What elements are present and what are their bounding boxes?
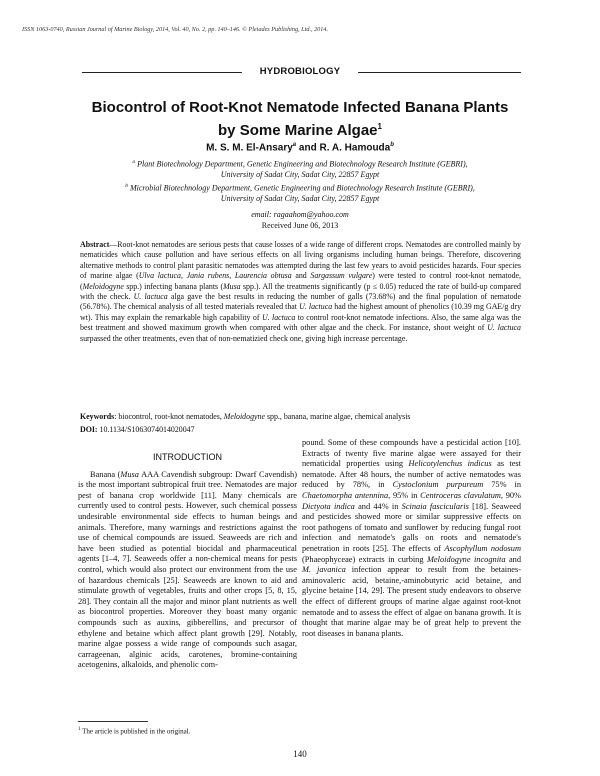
- body-column-right: [302, 438, 521, 639]
- title-line-1: Biocontrol of Root-Knot Nematode Infected Banana Plants: [91, 99, 509, 116]
- species-name: Ascophyllum nodosum: [444, 543, 521, 553]
- abstract-text: ) were tested to control root-knot nematode, (: [80, 271, 521, 291]
- species-name: Sargassum vulgare: [310, 271, 373, 281]
- author-1: M. S. M. El-Ansary: [206, 142, 293, 154]
- abstract-text: to control root-knot nematode infections. Also, the same alga was the best treatment and showed maximum growth when compared with other algae and the check. For instance, shoot weight of: [80, 312, 522, 333]
- affiliation-a-line-2: University of Sadat City, Sadat City, 22857 Egypt: [220, 170, 380, 180]
- affiliation-b-line-1: Microbial Biotechnology Department, Genetic Engineering and Biotechnology Research Institute (GEBRI),: [129, 183, 475, 193]
- species-name: U. lactuca: [299, 302, 333, 312]
- paragraph: [78, 470, 297, 671]
- author-2-affil-mark: b: [390, 142, 394, 148]
- body-text: pound. Some of these compounds have a pesticidal action [10]. Extracts of twenty five marine algae were assayed for their nematicidal properties using: [302, 438, 521, 469]
- body-text: 75% in: [483, 480, 521, 490]
- body-text: and: [505, 554, 522, 564]
- abstract-text: ,: [229, 271, 235, 281]
- species-name: Musa: [223, 281, 241, 291]
- affiliation-a-line-1: Plant Biotechnology Department, Genetic Engineering and Biotechnology Research Institute (GEBRI),: [137, 159, 468, 169]
- doi-label: DOI:: [80, 425, 98, 434]
- section-name: HYDROBIOLOGY: [259, 66, 341, 77]
- body-text: , 90%: [500, 490, 521, 500]
- species-name: Musa: [120, 469, 139, 479]
- keywords-text: spp., banana, marine algae, chemical analysis: [264, 412, 411, 421]
- body-text: , 95% in: [388, 490, 421, 500]
- journal-header: ISSN 1063-0740, Russian Journal of Marine Biology, 2014, Vol. 40, No. 2, pp. 140–146. © Pleiades Publishing, Ltd., 2014.: [22, 26, 328, 33]
- keywords-italic: Meloidogyne: [223, 412, 265, 421]
- body-text: [18]. Seaweed and pesticides showed more or similar suppressive effects on root pathogens of tomato and sunflower by reducing fungal root infection and nematode's galls on roots and nematode's penetration in roots [25]. The effects of: [302, 501, 522, 553]
- doi: [80, 425, 521, 434]
- species-name: U. lactuca: [133, 292, 168, 302]
- abstract-text: spp.). All the treatments significantly (p ≤ 0.05) reduced the rate of build-up compared with the check.: [80, 281, 521, 302]
- paragraph: [302, 438, 521, 639]
- title-line-2: by Some Marine Algae: [218, 122, 378, 139]
- body-text: infection appear to result from the betaines-aminovaleric acid, betaine,-aminobutyric acid betaine, and glycine betaine [14, 29]. The present study endeavors to observe the effect of different groups of marine algae against root-knot nematode and to assess the effect of algae on banana growth. It is thought that marine algae may be of great help to prevent the root diseases in banana plants.: [302, 565, 522, 638]
- affiliation-b-line-2: University of Sadat City, Sadat City, 22857 Egypt: [220, 194, 380, 204]
- species-name: Jania rubens: [186, 271, 230, 281]
- received-date: Received June 06, 2013: [261, 221, 339, 230]
- species-name: Helicotylenchus indicus: [408, 459, 492, 469]
- affiliation-b: [80, 181, 520, 205]
- author-2: R. A. Hamouda: [319, 142, 391, 154]
- species-name: Dictyota indica: [302, 501, 355, 511]
- section-heading-introduction: INTRODUCTION: [153, 452, 222, 462]
- species-name: Centroceras clavulatum: [420, 490, 501, 500]
- email: email: ragaahom@yahoo.com: [251, 210, 349, 219]
- footnote-text: The article is published in the original.: [80, 727, 191, 736]
- abstract-text: spp.) infecting banana plants (: [123, 281, 224, 291]
- footnote: [78, 727, 190, 735]
- species-name: U. lactuca: [261, 312, 296, 322]
- footnote-mark: 1: [78, 727, 81, 732]
- body-text: and 44% in: [354, 501, 402, 511]
- section-rule-right: [358, 72, 521, 73]
- abstract-label: Abstract: [80, 240, 110, 249]
- species-name: Meloidogyne: [82, 281, 124, 291]
- abstract-text: and: [291, 271, 311, 281]
- article-title: [60, 98, 540, 140]
- affiliation-a: [80, 157, 520, 181]
- species-name: Ulva lactuca: [138, 271, 181, 281]
- affiliation-b-mark: b: [125, 183, 128, 189]
- abstract-text: alga gave the best results in reducing the number of galls (73.68%) and the final population of nematode (56.78%). The chemical analysis of all tested materials revealed that: [80, 292, 522, 312]
- title-footnote-mark: 1: [377, 122, 382, 131]
- species-name: Scinaia fascicularis: [401, 501, 469, 511]
- abstract: [80, 240, 521, 344]
- author-connector: and: [296, 142, 320, 154]
- keywords-text: : biocontrol, root-knot nematodes,: [114, 412, 224, 421]
- abstract-text: had the highest amount of phenolics (10.39 mg GAE/g dry wt). This may explain the remarkable high capability of: [80, 302, 522, 322]
- author-1-affil-mark: a: [292, 142, 297, 148]
- abstract-text: ,: [180, 271, 187, 281]
- section-rule-left: [82, 72, 242, 73]
- species-name: M. javanica: [302, 565, 346, 575]
- abstract-text: surpassed the other treatments, even that of non-nematizied check one, giving high increase percentage.: [80, 333, 408, 343]
- keywords: [80, 412, 521, 422]
- species-name: Cystoclonium purpureum: [392, 480, 484, 490]
- species-name: Laurencia obtusa: [234, 271, 292, 281]
- body-text: as test nematode. After 48 hours, the number of active nematodes was reduced by 78%, in: [302, 459, 521, 490]
- abstract-text: —Root-knot nematodes are serious pests that cause losses of a wide range of different crops. Nematodes are controlled mainly by nematicides which cause pollution and have serious effects on all living organisms including human beings. Therefore, discovering alternative methods to control plant parasitic nematodes was attempted during the last few years to avoid pesticides hazards. Four species of marine algae (: [80, 240, 521, 281]
- body-text: AAA Cavendish subgroup: Dwarf Cavendish) is the most important subtropical fruit tree. Nematodes are major pest of banana crop worldwide [11]. Many chemicals are currently used to control pests. However, such chemical possess undesirable environmental side effects to human beings and animals. Therefore, many warnings and restrictions against the use of chemical compounds are issued. Seaweeds are rich and have been studied as potential biocidal and pharmaceutical agents [1–4, 7]. Seaweeds offer a non-chemical means for pests control, which would also protect our environment from the use of hazardous chemicals [25]. Seaweeds are known to aid and stimulate growth of vegetables, fruits and other crops [5, 8, 15, 28]. They contain all the major and minor plant nutrients as well as biocontrol properties. Moreover they boast many organic compounds such as auxins, gibberellins, and precursor of ethylene and betaine which affect plant growth [29]. Notably, marine algae possess a wide range of compounds such asagar, carrageenan, alginic acids, carotenes, bromine-containing acetogenins, alkaloids, and phenolic com-: [78, 469, 298, 670]
- doi-value: 10.1134/S1063074014020047: [97, 425, 195, 434]
- keywords-label: Keywords: [80, 412, 115, 421]
- species-name: Chaetomorpha antennina: [302, 490, 389, 500]
- body-column-left: [78, 452, 297, 671]
- page-number: 140: [293, 749, 307, 759]
- species-name: Meloidogyne incognita: [426, 554, 506, 564]
- body-text: Banana (: [90, 469, 121, 479]
- footnote-rule: [78, 721, 148, 722]
- affiliation-a-mark: a: [132, 159, 136, 165]
- species-name: U. lactuca: [487, 323, 521, 333]
- body-text: (Phaeophyceae) extracts in curbing: [302, 554, 427, 564]
- authors: [60, 142, 540, 153]
